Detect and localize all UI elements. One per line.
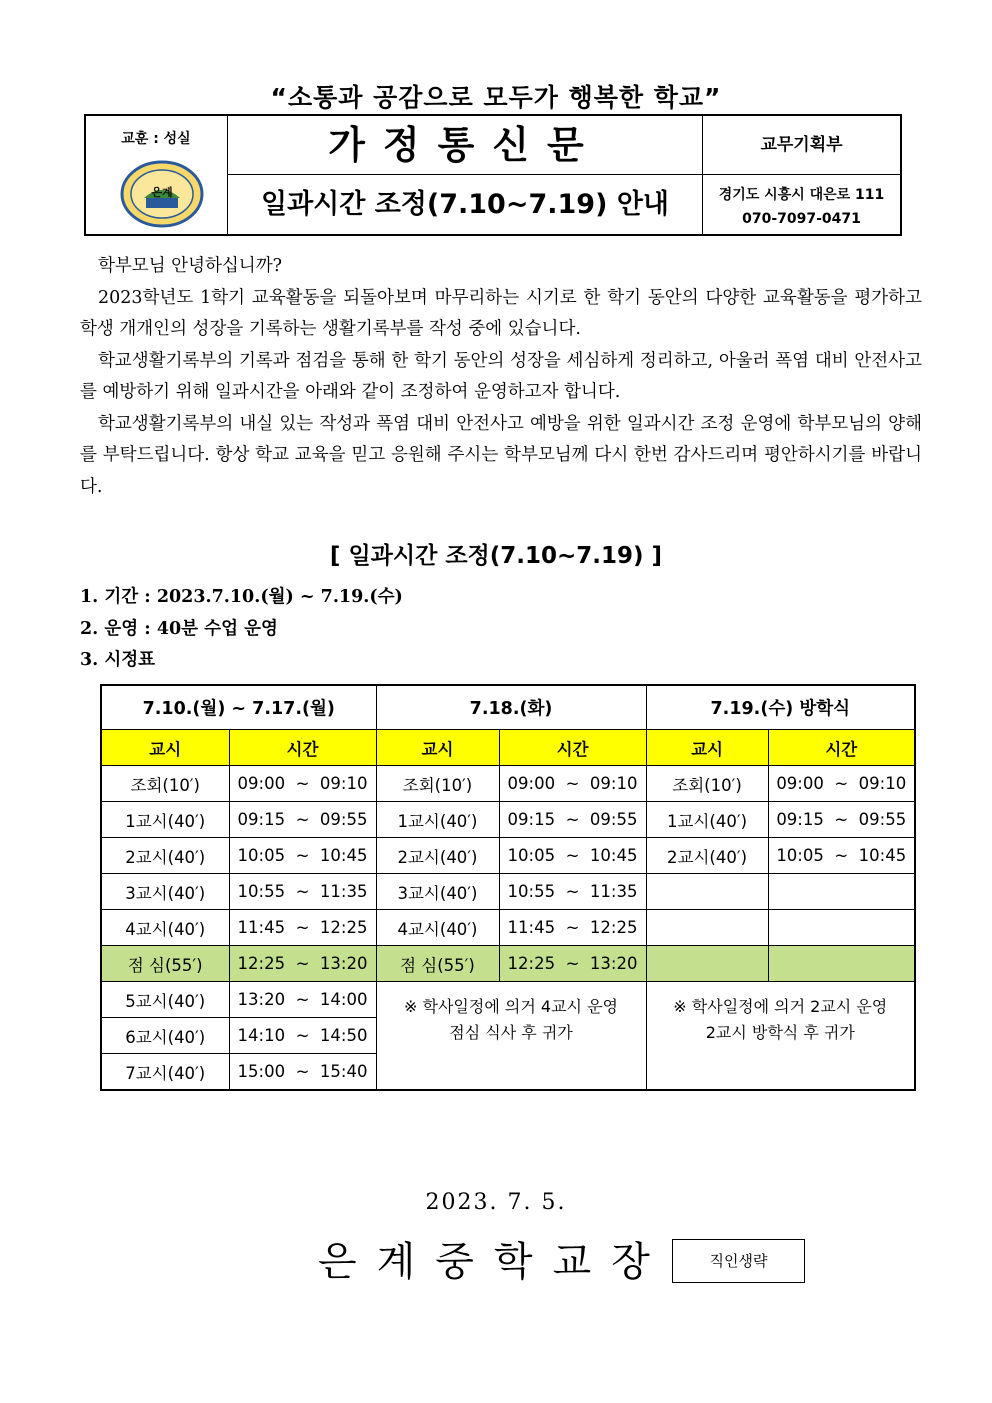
period-cell: 점 심(55′) [376,946,499,982]
contact-info [703,175,900,234]
school-phone: 070-7097-0471 [742,211,861,227]
note-0719 [646,982,915,1091]
list-item-operation: 2. 운영 : 40분 수업 운영 [80,618,278,639]
time-cell: 10:55 ~ 11:35 [499,874,646,910]
group-header-3: 7.19.(수) 방학식 [646,685,915,730]
time-cell: 09:00 ~ 09:10 [229,766,376,802]
time-cell: 15:00 ~ 15:40 [229,1054,376,1091]
list-item-schedule: 3. 시정표 [80,650,156,670]
time-cell: 10:05 ~ 10:45 [768,838,915,874]
period-cell: 점 심(55′) [101,946,229,982]
department: 교무기획부 [703,116,900,175]
group-header-2: 7.18.(화) [376,685,646,730]
table-group-row [101,685,915,730]
period-cell [646,910,768,946]
time-cell: 14:10 ~ 14:50 [229,1018,376,1054]
period-cell: 조회(10′) [101,766,229,802]
period-cell: 2교시(40′) [646,838,768,874]
time-cell: 09:15 ~ 09:55 [229,802,376,838]
paragraph-3: 학교생활기록부의 내실 있는 작성과 폭염 대비 안전사고 예방을 위한 일과시간 조정 운영에 학부모님의 양해를 부탁드립니다. 항상 학교 교육을 믿고 응원해 주시는 학부모님께 다시 한번 감사드리며 평안하시기를 바랍니다. [80,413,922,497]
col-time: 시간 [499,730,646,766]
period-cell: 2교시(40′) [101,838,229,874]
period-cell: 3교시(40′) [376,874,499,910]
list-item-period: 1. 기간 : 2023.7.10.(월) ~ 7.19.(수) [80,587,403,607]
table-row [101,802,915,838]
note-0719-line2: 2교시 방학식 후 귀가 [705,1023,855,1042]
time-cell: 10:55 ~ 11:35 [229,874,376,910]
period-cell: 2교시(40′) [376,838,499,874]
period-cell: 4교시(40′) [376,910,499,946]
school-address: 경기도 시흥시 대은로 111 [718,187,885,203]
time-cell: 10:05 ~ 10:45 [499,838,646,874]
info-list [80,582,403,677]
time-cell: 10:05 ~ 10:45 [229,838,376,874]
note-0718-line1: ※ 학사일정에 의거 4교시 운영 [404,997,618,1016]
note-0719-line1: ※ 학사일정에 의거 2교시 운영 [673,997,888,1016]
schedule-table [100,684,916,1091]
time-cell: 11:45 ~ 12:25 [499,910,646,946]
time-cell: 09:15 ~ 09:55 [768,802,915,838]
newsletter-header [84,114,902,236]
time-cell: 09:15 ~ 09:55 [499,802,646,838]
col-time: 시간 [229,730,376,766]
time-cell: 13:20 ~ 14:00 [229,982,376,1018]
issue-date: 2023. 7. 5. [425,1190,567,1215]
period-cell: 3교시(40′) [101,874,229,910]
section-title: [ 일과시간 조정(7.10~7.19) ] [329,543,663,569]
period-cell: 5교시(40′) [101,982,229,1018]
table-row [101,874,915,910]
period-cell: 1교시(40′) [646,802,768,838]
table-header-row [101,730,915,766]
period-cell: 7교시(40′) [101,1054,229,1091]
lunch-row [101,946,915,982]
time-cell: 12:25 ~ 13:20 [229,946,376,982]
time-cell [768,874,915,910]
time-cell: 09:00 ~ 09:10 [768,766,915,802]
newsletter-subtitle: 일과시간 조정(7.10~7.19) 안내 [228,175,703,234]
table-row [101,838,915,874]
letter-body [80,251,922,503]
greeting: 학부모님 안녕하십니까? [98,256,282,276]
time-cell: 09:00 ~ 09:10 [499,766,646,802]
col-time: 시간 [768,730,915,766]
paragraph-1: 2023학년도 1학기 교육활동을 되돌아보며 마무리하는 시기로 한 학기 동안의 다양한 교육활동을 평가하고 학생 개개인의 성장을 기록하는 생활기록부를 작성 중에 있습니다. [80,287,922,339]
principal-signature: 은계중학교장 [318,1239,670,1285]
note-0718-line2: 점심 식사 후 귀가 [449,1023,573,1042]
period-cell: 6교시(40′) [101,1018,229,1054]
period-cell: 1교시(40′) [376,802,499,838]
seal-omitted-box: 직인생략 [672,1239,805,1283]
note-0718 [376,982,646,1091]
table-row [101,910,915,946]
period-cell: 조회(10′) [376,766,499,802]
group-header-1: 7.10.(월) ~ 7.17.(월) [101,685,376,730]
table-row [101,982,915,1018]
time-cell [768,910,915,946]
time-cell [768,946,915,982]
period-cell [646,874,768,910]
col-period: 교시 [646,730,768,766]
school-emblem-icon [120,160,204,228]
time-cell: 12:25 ~ 13:20 [499,946,646,982]
emblem-text: 은계 [151,186,173,199]
paragraph-2: 학교생활기록부의 기록과 점검을 통해 한 학기 동안의 성장을 세심하게 정리하고, 아울러 폭염 대비 안전사고를 예방하기 위해 일과시간을 아래와 같이 조정하여 운영하고자 합니다. [80,350,922,402]
col-period: 교시 [101,730,229,766]
newsletter-title: 가정통신문 [228,116,703,175]
school-motto: 교훈 : 성실 [121,131,191,147]
school-slogan: “소통과 공감으로 모두가 행복한 학교” [270,83,722,112]
period-cell: 조회(10′) [646,766,768,802]
period-cell [646,946,768,982]
period-cell: 4교시(40′) [101,910,229,946]
table-row [101,766,915,802]
time-cell: 11:45 ~ 12:25 [229,910,376,946]
period-cell: 1교시(40′) [101,802,229,838]
motto-cell [86,116,228,234]
col-period: 교시 [376,730,499,766]
